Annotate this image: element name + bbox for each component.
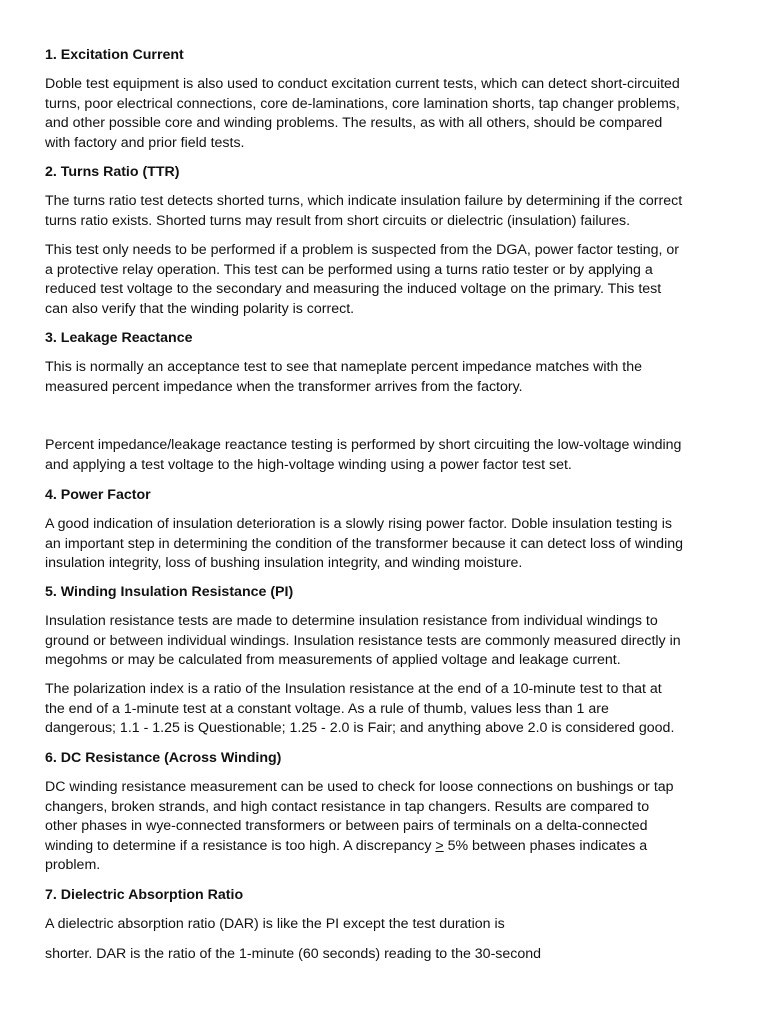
section-heading-winding-insulation-resistance: 5. Winding Insulation Resistance (PI) (45, 584, 294, 600)
paragraph: The polarization index is a ratio of the Insulation resistance at the end of a 10-minute test to that at the end of a 1-minute test at a constant voltage. As a rule of thumb, values less than 1 are dangerous; 1.1 - 1.25 is Questionable; 1.25 - 2.0 is Fair; and anything above 2.0 is considered good. (45, 681, 675, 736)
section-heading-dielectric-absorption-ratio: 7. Dielectric Absorption Ratio (45, 887, 244, 903)
section-heading-dc-resistance: 6. DC Resistance (Across Winding) (45, 750, 282, 766)
paragraph: Percent impedance/leakage reactance testing is performed by short circuiting the low-voltage winding and applying a test voltage to the high-voltage winding using a power factor test set. (45, 437, 682, 473)
greater-than-or-equal-symbol: > (435, 837, 444, 854)
paragraph: This test only needs to be performed if a problem is suspected from the DGA, power factor testing, or a protective relay operation. This test can be performed using a turns ratio tester or by applying a reduced test voltage to the secondary and measuring the induced voltage on the primary. This test can also verify that the winding polarity is correct. (45, 242, 680, 317)
paragraph: shorter. DAR is the ratio of the 1-minute (60 seconds) reading to the 30-second (45, 946, 542, 962)
paragraph: A good indication of insulation deterioration is a slowly rising power factor. Doble insulation testing is an important step in determining the condition of the transformer because it can detect loss of winding insulation integrity, loss of bushing insulation integrity, and winding moisture. (45, 516, 684, 571)
discrepancy-line: winding to determine if a resistance is too high. A discrepancy > 5% between phases indicates a (45, 837, 648, 854)
paragraph: DC winding resistance measurement can be used to check for loose connections on bushings or tap changers, broken strands, and high contact resistance in tap changers. Results are compared to other phases in wye-connected transformers or between pairs of terminals on a delta-connected winding to determine if a resistance is too high. A discrepancy > 5% between phases indicates a problem. (45, 778, 735, 876)
section-heading-turns-ratio: 2. Turns Ratio (TTR) (45, 164, 180, 180)
section-heading-excitation-current: 1. Excitation Current (45, 47, 184, 63)
paragraph: A dielectric absorption ratio (DAR) is like the PI except the test duration is (45, 916, 505, 932)
paragraph: The turns ratio test detects shorted turns, which indicate insulation failure by determining if the correct turns ratio exists. Shorted turns may result from short circuits or dielectric (insulation) failures. (45, 193, 683, 229)
paragraph: Insulation resistance tests are made to determine insulation resistance from individual windings to ground or between individual windings. Insulation resistance tests are commonly measured directly in megohms or may be calculated from measurements of applied voltage and leakage current. (45, 613, 681, 668)
paragraph: Doble test equipment is also used to conduct excitation current tests, which can detect short-circuited turns, poor electrical connections, core de-laminations, core lamination shorts, tap changer problems, and other possible core and winding problems. The results, as with all others, should be compared with factory and prior field tests. (45, 76, 680, 151)
section-heading-leakage-reactance: 3. Leakage Reactance (45, 330, 193, 346)
section-heading-power-factor: 4. Power Factor (45, 487, 151, 503)
paragraph: This is normally an acceptance test to see that nameplate percent impedance matches with the measured percent impedance when the transformer arrives from the factory. (45, 359, 642, 395)
